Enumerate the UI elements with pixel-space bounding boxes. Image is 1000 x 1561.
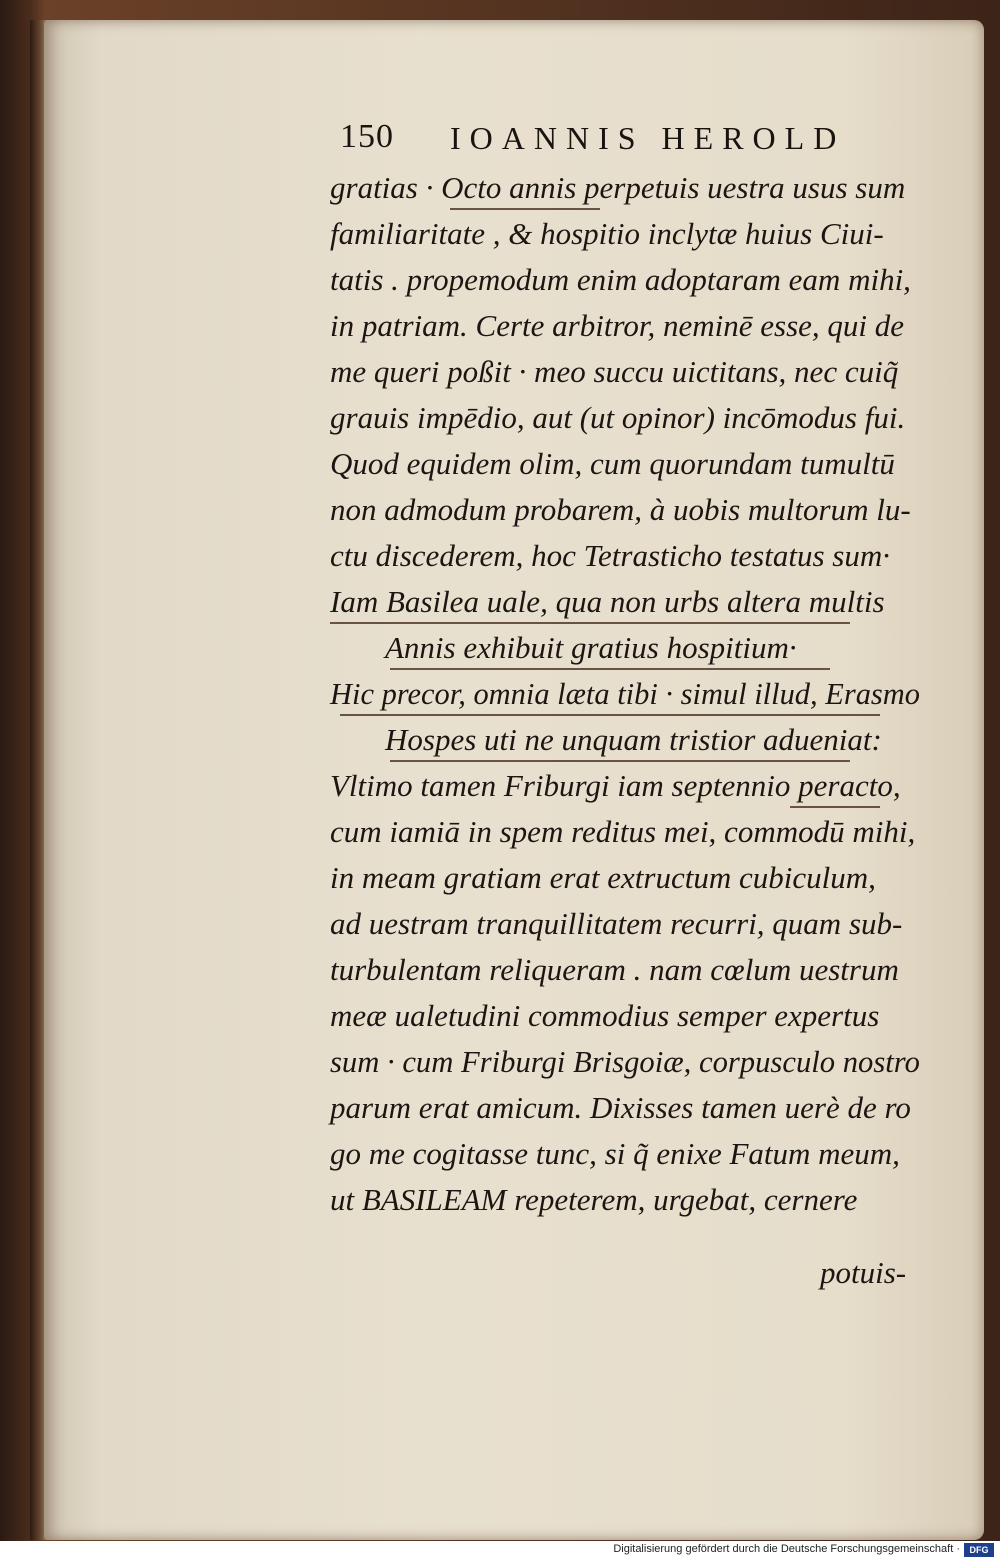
verse-line-2: Annis exhibuit gratius hospitium·	[385, 630, 797, 665]
text-line-4: in patriam. Certe arbitror, neminē esse, qui de	[330, 308, 905, 343]
running-head	[340, 118, 900, 168]
text-line-1: gratias · Octo annis perpetuis uestra usus sum	[330, 170, 906, 205]
verse-line-1: Iam Basilea uale, qua non urbs altera multis	[330, 584, 885, 619]
text-line-3: tatis . propemodum enim adoptaram eam mihi,	[330, 262, 911, 297]
underline-mark	[330, 622, 850, 624]
text-line-21: parum erat amicum. Dixisses tamen uerè de ro	[330, 1090, 911, 1125]
text-line-9: ctu discederem, hoc Tetrasticho testatus sum·	[330, 538, 890, 573]
verse-line-4: Hospes uti ne unquam tristior adueniat:	[385, 722, 882, 757]
text-line-18: turbulentam reliqueram . nam cœlum uestrum	[330, 952, 899, 987]
underline-mark	[390, 760, 850, 762]
text-line-17: ad uestram tranquillitatem recurri, quam sub-	[330, 906, 903, 941]
underline-mark	[390, 668, 830, 670]
catchword: potuis-	[820, 1255, 907, 1290]
dfg-logo: DFG	[964, 1543, 994, 1557]
running-title: IOANNIS HEROLD	[450, 120, 846, 156]
text-line-7: Quod equidem olim, cum quorundam tumultū	[330, 446, 895, 481]
text-line-16: in meam gratiam erat extructum cubiculum,	[330, 860, 876, 895]
text-line-5: me queri poßit · meo succu uictitans, nec cuiq̃	[330, 354, 899, 389]
text-line-6: grauis impēdio, aut (ut opinor) incōmodus fui.	[330, 400, 906, 435]
text-line-19: meæ ualetudini commodius semper expertus	[330, 998, 880, 1033]
text-line-2: familiaritate , & hospitio inclytæ huius Ciui-	[330, 216, 884, 251]
text-line-8: non admodum probarem, à uobis multorum lu-	[330, 492, 911, 527]
underline-mark	[790, 806, 880, 808]
page-number: 150	[340, 118, 394, 155]
funding-credit: Digitalisierung gefördert durch die Deutsche Forschungsgemeinschaft ·	[613, 1543, 960, 1555]
verse-line-3: Hic precor, omnia læta tibi · simul illud, Erasmo	[330, 676, 920, 711]
text-line-22: go me cogitasse tunc, si q̃ enixe Fatum meum,	[330, 1136, 900, 1171]
text-line-20: sum · cum Friburgi Brisgoiæ, corpusculo nostro	[330, 1044, 920, 1079]
underline-mark	[340, 714, 880, 716]
underline-mark	[450, 208, 600, 210]
text-line-23: ut BASILEAM repeterem, urgebat, cernere	[330, 1182, 858, 1217]
text-line-14: Vltimo tamen Friburgi iam septennio peracto,	[330, 768, 901, 803]
text-line-15: cum iamiā in spem reditus mei, commodū mihi,	[330, 814, 916, 849]
